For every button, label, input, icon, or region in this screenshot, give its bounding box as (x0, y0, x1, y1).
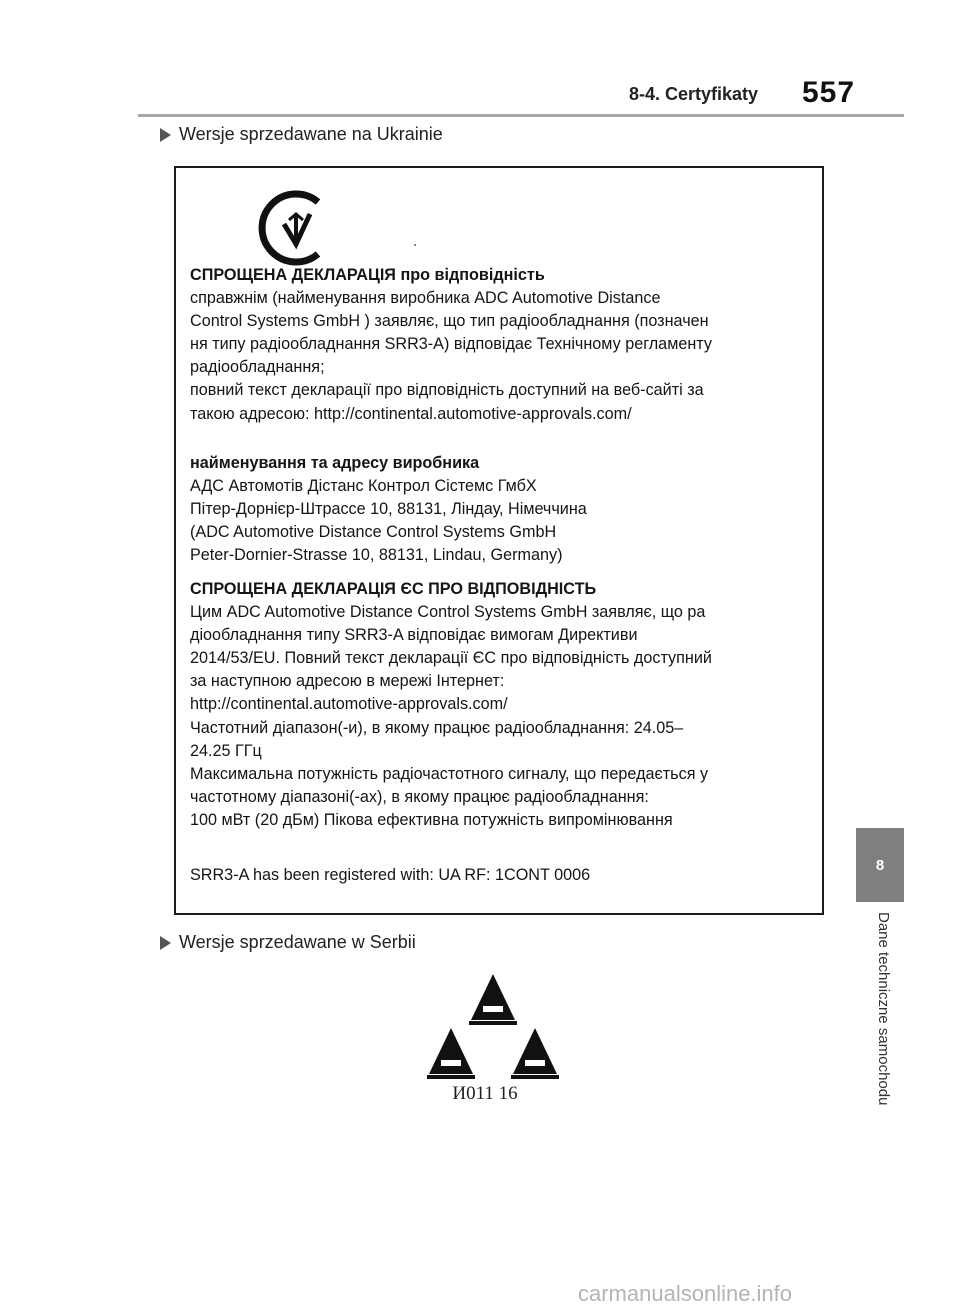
eu-declaration-line: за наступною адресою в мережі Інтернет: (190, 672, 505, 691)
declaration-line: повний текст декларації про відповідність доступний на веб-сайті за (190, 381, 704, 400)
header-divider (138, 114, 904, 117)
eu-declaration-line: діообладнання типу SRR3-A відповідає вимогам Директиви (190, 626, 638, 645)
eu-declaration-line: 100 мВт (20 дБм) Пікова ефективна потужність випромінювання (190, 810, 673, 829)
declaration-line: радіообладнання; (190, 358, 325, 377)
triangle-bullet-icon (160, 128, 171, 142)
ukraine-certificate-box (174, 166, 824, 915)
declaration-line: такою адресою: http://continental.automotive-approvals.com/ (190, 404, 632, 423)
section-title: 8-4. Certyfikaty (629, 84, 759, 104)
bullet-serbia (160, 932, 416, 953)
chapter-caption: Dane techniczne samochodu (875, 912, 892, 1106)
manufacturer-line: АДС Автомотів Дістанс Контрол Сістемс ГмбХ (190, 477, 537, 496)
manufacturer-heading: найменування та адресу виробника (190, 454, 480, 472)
registration-line (190, 864, 814, 887)
triangle-bullet-icon (160, 936, 171, 950)
declaration-line: Control Systems GmbH ) заявляє, що тип радіообладнання (позначен (190, 312, 709, 331)
eu-declaration-line: Частотний діапазон(-и), в якому працює радіообладнання: 24.05– (190, 718, 684, 737)
bullet-serbia-label: Wersje sprzedawane w Serbii (179, 932, 416, 952)
bullet-ukraine-label: Wersje sprzedawane na Ukrainie (179, 124, 443, 144)
eu-declaration-line: 2014/53/EU. Повний текст декларації ЄС про відповідність доступний (190, 649, 712, 668)
bullet-ukraine (160, 124, 443, 145)
eu-declaration-line: Максимальна потужність радіочастотного сигналу, що передається у (190, 764, 709, 783)
eu-declaration-line: Цим ADC Automotive Distance Control Systems GmbH заявляє, що ра (190, 603, 706, 622)
eu-declaration-line: 24.25 ГГц (190, 741, 262, 760)
eu-declaration (190, 578, 814, 832)
eu-declaration-heading: СПРОЩЕНА ДЕКЛАРАЦІЯ ЄС ПРО ВІДПОВІДНІСТЬ (190, 580, 597, 598)
chapter-tab[interactable] (856, 828, 904, 902)
declaration-heading: СПРОЩЕНА ДЕКЛАРАЦІЯ про відповідність (190, 266, 545, 284)
page-number: 557 (802, 76, 856, 109)
speck (414, 244, 416, 246)
manufacturer-address (190, 452, 814, 567)
eu-declaration-line: частотному діапазоні(-ах), в якому працює радіообладнання: (190, 787, 649, 806)
watermark: carmanualsonline.info (578, 1281, 793, 1306)
manufacturer-line: Пітер-Дорнієр-Штрассе 10, 88131, Ліндау, Німеччина (190, 500, 587, 519)
registration-text: SRR3-A has been registered with: UA RF: 1CONT 0006 (190, 866, 591, 884)
serbia-approval-code: И011 16 (452, 1083, 518, 1104)
manufacturer-line: (ADC Automotive Distance Control Systems GmbH (190, 523, 557, 542)
ua-conformity-mark-icon (256, 188, 336, 268)
eu-declaration-line: http://continental.automotive-approvals.com/ (190, 695, 508, 714)
declaration-line: ня типу радіообладнання SRR3-A) відповідає Технічному регламенту (190, 335, 712, 354)
manufacturer-line: Peter-Dornier-Strasse 10, 88131, Lindau, Germany) (190, 546, 563, 565)
declaration-line: справжнім (найменування виробника ADC Automotive Distance (190, 289, 661, 308)
chapter-tab-number: 8 (875, 856, 885, 874)
declaration-simplified (190, 264, 814, 426)
